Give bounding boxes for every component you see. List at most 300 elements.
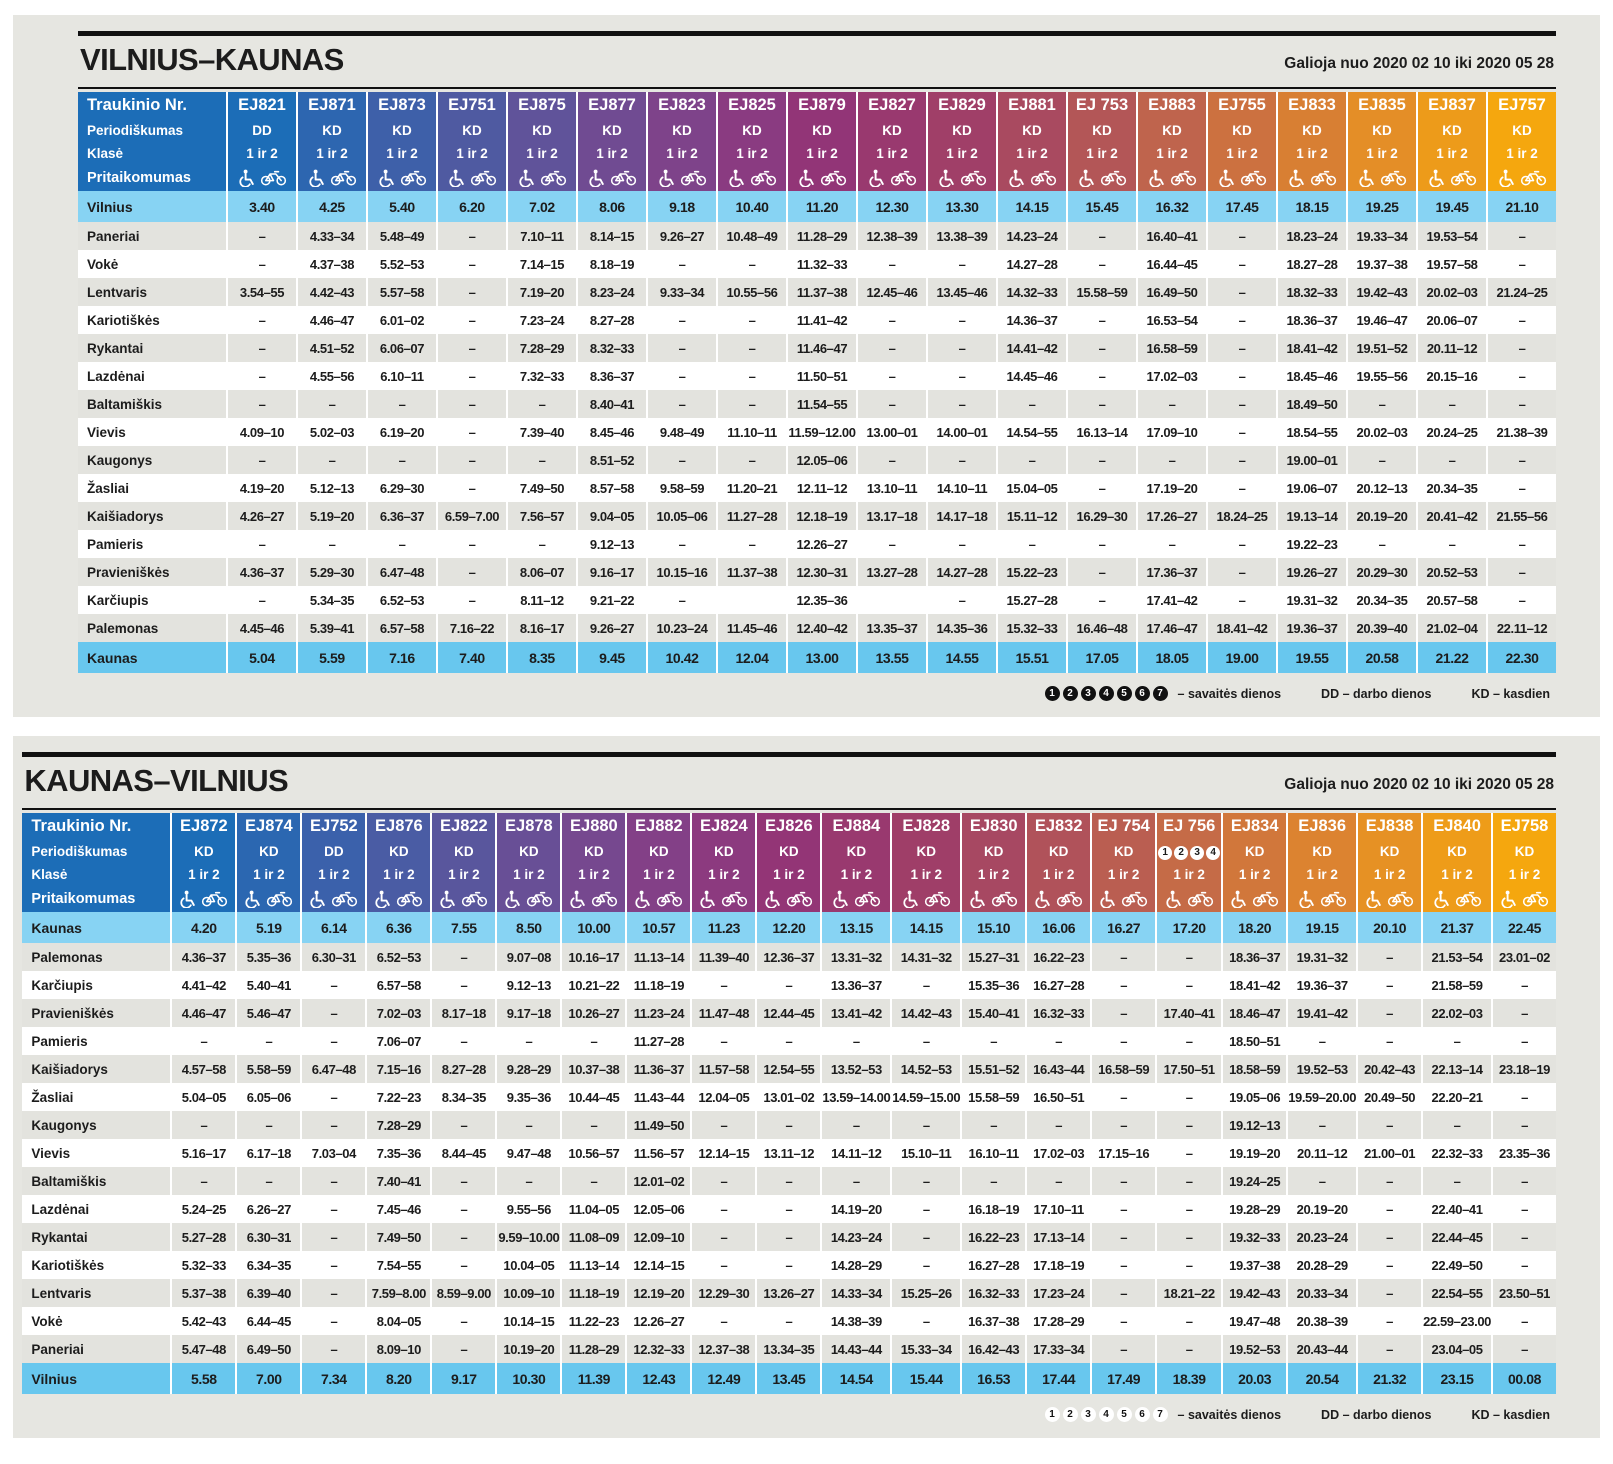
time-cell: 20.29–30 (1346, 558, 1416, 586)
time-cell: 4.36–37 (226, 558, 296, 586)
time-cell: – (226, 222, 296, 250)
periodicity: KD (625, 840, 690, 863)
time-cell: 20.39–40 (1346, 614, 1416, 642)
time-cell: – (1486, 306, 1556, 334)
time-cell: – (436, 250, 506, 278)
weekday-circle: 1 (1045, 686, 1060, 701)
time-cell: – (495, 1111, 560, 1139)
time-cell: 18.05 (1136, 642, 1206, 673)
station-name: Vokė (78, 250, 226, 278)
time-cell: 11.45–46 (716, 614, 786, 642)
time-cell: 22.40–41 (1421, 1195, 1491, 1223)
time-cell: 17.40–41 (1155, 999, 1221, 1027)
legend-weekdays (1045, 1407, 1282, 1422)
time-cell (716, 586, 786, 614)
time-cell: – (170, 1027, 235, 1055)
time-cell: 11.08–09 (560, 1223, 625, 1251)
time-cell: 9.18 (646, 191, 716, 222)
time-cell: 16.58–59 (1090, 1055, 1155, 1083)
time-cell: 11.22–23 (560, 1307, 625, 1335)
time-cell: 19.37–38 (1221, 1251, 1286, 1279)
accessibility-icons (560, 886, 625, 912)
time-cell: 10.26–27 (560, 999, 625, 1027)
station-row (78, 614, 1556, 642)
class-label: 1 ir 2 (890, 863, 960, 886)
station-name: Kaišiadorys (78, 502, 226, 530)
time-cell: – (1155, 1223, 1221, 1251)
time-cell: – (296, 446, 366, 474)
time-cell: 7.35–36 (365, 1139, 430, 1167)
time-cell: – (1486, 222, 1556, 250)
train-number: EJ751 (436, 92, 506, 119)
weekday-circle: 1 (1045, 1407, 1060, 1422)
time-cell: 7.39–40 (506, 418, 576, 446)
time-cell: 5.59 (296, 642, 366, 673)
station-name: Palemonas (22, 943, 170, 971)
time-cell: 14.27–28 (996, 250, 1066, 278)
legend-dd-label: DD – darbo dienos (1321, 1407, 1432, 1422)
time-cell: – (366, 530, 436, 558)
header-row (78, 92, 1556, 119)
time-cell: – (1206, 530, 1276, 558)
class-label: 1 ir 2 (300, 863, 365, 886)
time-cell: – (1090, 1223, 1155, 1251)
time-cell: – (1486, 334, 1556, 362)
time-cell: – (1155, 1251, 1221, 1279)
time-cell: – (1491, 1195, 1556, 1223)
time-cell: 11.28–29 (560, 1335, 625, 1363)
class-label: 1 ir 2 (646, 142, 716, 165)
time-cell: – (1421, 1167, 1491, 1195)
station-name: Pravieniškės (78, 558, 226, 586)
time-cell: 14.19–20 (820, 1195, 890, 1223)
time-cell: – (1346, 530, 1416, 558)
time-cell: 8.04–05 (365, 1307, 430, 1335)
titlebar (78, 31, 1556, 89)
class-label: 1 ir 2 (366, 142, 436, 165)
time-cell: 10.19–20 (495, 1335, 560, 1363)
time-cell: 12.40–42 (786, 614, 856, 642)
time-cell: – (430, 943, 495, 971)
train-number: EJ871 (296, 92, 366, 119)
time-cell: 19.57–58 (1416, 250, 1486, 278)
time-cell: 21.37 (1421, 912, 1491, 943)
time-cell: – (1356, 1279, 1421, 1307)
time-cell: 18.27–28 (1276, 250, 1346, 278)
train-number: EJ838 (1356, 813, 1421, 840)
wheelchair-icon (1430, 890, 1452, 907)
time-cell: 23.18–19 (1491, 1055, 1556, 1083)
time-cell: 15.33–34 (890, 1335, 960, 1363)
time-cell: 7.59–8.00 (365, 1279, 430, 1307)
time-cell: – (1356, 1251, 1421, 1279)
time-cell: – (926, 446, 996, 474)
time-cell: 20.23–24 (1286, 1223, 1356, 1251)
time-cell: 16.06 (1025, 912, 1090, 943)
time-cell: 7.15–16 (365, 1055, 430, 1083)
legend-weekdays (1045, 686, 1282, 701)
class-label: 1 ir 2 (716, 142, 786, 165)
bicycle-icon (467, 169, 500, 186)
station-row (22, 943, 1556, 971)
time-cell: – (690, 1251, 755, 1279)
periodicity: KD (1221, 840, 1286, 863)
time-cell: – (226, 586, 296, 614)
station-row (78, 390, 1556, 418)
time-cell: 7.00 (235, 1363, 300, 1394)
time-cell: – (296, 390, 366, 418)
time-cell: 17.46–47 (1136, 614, 1206, 642)
class-label: 1 ir 2 (1206, 142, 1276, 165)
station-name: Pamieris (22, 1027, 170, 1055)
time-cell: 10.23–24 (646, 614, 716, 642)
weekday-circle: 5 (1117, 686, 1132, 701)
time-cell: 14.00–01 (926, 418, 996, 446)
time-cell: – (856, 530, 926, 558)
time-cell: 00.08 (1491, 1363, 1556, 1394)
time-cell: – (495, 1167, 560, 1195)
weekday-circle: 7 (1153, 686, 1168, 701)
periodicity: KD (1276, 119, 1346, 142)
time-cell: 14.52–53 (890, 1055, 960, 1083)
train-number: EJ874 (235, 813, 300, 840)
time-cell: 23.04–05 (1421, 1335, 1491, 1363)
time-cell: 8.16–17 (506, 614, 576, 642)
time-cell: 8.45–46 (576, 418, 646, 446)
periodicity: KD (1491, 840, 1556, 863)
bicycle-icon (328, 890, 361, 907)
time-cell: – (1090, 1167, 1155, 1195)
periodicity: KD (576, 119, 646, 142)
time-cell: 10.42 (646, 642, 716, 673)
time-cell: 5.12–13 (296, 474, 366, 502)
time-cell: 18.20 (1221, 912, 1286, 943)
accessibility-icons (820, 886, 890, 912)
time-cell: 17.09–10 (1136, 418, 1206, 446)
time-cell: 19.52–53 (1286, 1055, 1356, 1083)
time-cell: 17.45 (1206, 191, 1276, 222)
time-cell: 16.32–33 (1025, 999, 1090, 1027)
time-cell: 20.34–35 (1416, 474, 1486, 502)
header-row-label: Traukinio Nr. (78, 92, 226, 119)
time-cell: 10.40 (716, 191, 786, 222)
time-cell: 19.05–06 (1221, 1083, 1286, 1111)
time-cell: 10.56–57 (560, 1139, 625, 1167)
time-cell: 18.36–37 (1221, 943, 1286, 971)
time-cell: 6.14 (300, 912, 365, 943)
time-cell: 9.12–13 (495, 971, 560, 999)
time-cell: – (890, 1223, 960, 1251)
time-cell: 9.26–27 (646, 222, 716, 250)
time-cell: 5.34–35 (296, 586, 366, 614)
station-row (22, 999, 1556, 1027)
time-cell: 18.54–55 (1276, 418, 1346, 446)
time-cell: – (1356, 1195, 1421, 1223)
time-cell: 12.30–31 (786, 558, 856, 586)
time-cell: 10.37–38 (560, 1055, 625, 1083)
time-cell: 3.40 (226, 191, 296, 222)
train-number: EJ837 (1416, 92, 1486, 119)
wheelchair-icon (795, 169, 817, 186)
wheelchair-icon (725, 169, 747, 186)
time-cell: – (646, 334, 716, 362)
station-row (22, 1279, 1556, 1307)
time-cell: 12.26–27 (786, 530, 856, 558)
header-row (78, 142, 1556, 165)
time-cell: – (430, 1027, 495, 1055)
time-cell: 11.27–28 (625, 1027, 690, 1055)
time-cell: 9.04–05 (576, 502, 646, 530)
time-cell: – (716, 530, 786, 558)
train-number: EJ873 (366, 92, 436, 119)
time-cell: – (560, 1027, 625, 1055)
time-cell: 19.37–38 (1346, 250, 1416, 278)
time-cell: 7.56–57 (506, 502, 576, 530)
train-number: EJ877 (576, 92, 646, 119)
train-number: EJ 753 (1066, 92, 1136, 119)
time-cell: 21.53–54 (1421, 943, 1491, 971)
time-cell: 12.01–02 (625, 1167, 690, 1195)
periodicity: KD (1025, 840, 1090, 863)
wheelchair-icon (501, 890, 523, 907)
accessibility-icons (716, 165, 786, 191)
periodicity: KD (296, 119, 366, 142)
station-row (22, 1027, 1556, 1055)
time-cell: – (170, 1111, 235, 1139)
time-cell: 11.27–28 (716, 502, 786, 530)
train-number: EJ875 (506, 92, 576, 119)
accessibility-icons (786, 165, 856, 191)
time-cell: – (1486, 362, 1556, 390)
time-cell: 5.02–03 (296, 418, 366, 446)
time-cell: 14.43–44 (820, 1335, 890, 1363)
time-cell: – (890, 1307, 960, 1335)
wheelchair-icon (1096, 890, 1118, 907)
time-cell: 9.33–34 (646, 278, 716, 306)
time-cell: – (820, 1111, 890, 1139)
class-label: 1 ir 2 (430, 863, 495, 886)
time-cell: 18.21–22 (1155, 1279, 1221, 1307)
time-cell: – (1486, 530, 1556, 558)
time-cell: 8.09–10 (365, 1335, 430, 1363)
time-cell: – (1491, 1083, 1556, 1111)
time-cell: 12.37–38 (690, 1335, 755, 1363)
time-cell: 22.11–12 (1486, 614, 1556, 642)
time-cell: 13.59–14.00 (820, 1083, 890, 1111)
time-cell: 18.23–24 (1276, 222, 1346, 250)
time-cell: – (690, 1195, 755, 1223)
time-cell: – (1491, 971, 1556, 999)
legend-weekdays-label: – savaitės dienos (1177, 1407, 1282, 1422)
time-cell: 5.04–05 (170, 1083, 235, 1111)
header-row-label: Klasė (78, 142, 226, 165)
time-cell: – (1090, 1027, 1155, 1055)
train-number: EJ881 (996, 92, 1066, 119)
time-cell: 13.36–37 (820, 971, 890, 999)
time-cell: – (430, 971, 495, 999)
time-cell: 5.58 (170, 1363, 235, 1394)
class-label: 1 ir 2 (960, 863, 1025, 886)
periodicity: KD (716, 119, 786, 142)
time-cell: – (226, 530, 296, 558)
time-cell: 17.02–03 (1025, 1139, 1090, 1167)
bicycle-icon (537, 169, 570, 186)
time-cell: – (1486, 474, 1556, 502)
time-cell: 9.35–36 (495, 1083, 560, 1111)
time-cell: 8.27–28 (576, 306, 646, 334)
time-cell: – (1090, 971, 1155, 999)
time-cell: 20.03 (1221, 1363, 1286, 1394)
time-cell: 20.28–29 (1286, 1251, 1356, 1279)
time-cell: 16.32–33 (960, 1279, 1025, 1307)
time-cell: – (646, 250, 716, 278)
time-cell: 6.57–58 (366, 614, 436, 642)
time-cell: 9.45 (576, 642, 646, 673)
time-cell: 15.22–23 (996, 558, 1066, 586)
time-cell: 5.29–30 (296, 558, 366, 586)
bicycle-icon (1118, 890, 1151, 907)
bicycle-icon (747, 169, 780, 186)
time-cell: 7.14–15 (506, 250, 576, 278)
time-cell: 8.06 (576, 191, 646, 222)
time-cell: 12.30 (856, 191, 926, 222)
time-cell: 16.53–54 (1136, 306, 1206, 334)
route-title: KAUNAS–VILNIUS (24, 763, 289, 798)
station-name: Vievis (78, 418, 226, 446)
time-cell: – (1206, 390, 1276, 418)
wheelchair-icon (1285, 169, 1307, 186)
time-cell: 4.33–34 (296, 222, 366, 250)
time-cell: 11.39–40 (690, 943, 755, 971)
time-cell: 15.10 (960, 912, 1025, 943)
periodicity (1155, 840, 1221, 863)
time-cell: 7.22–23 (365, 1083, 430, 1111)
time-cell: – (506, 390, 576, 418)
time-cell: – (926, 586, 996, 614)
time-cell: – (820, 1027, 890, 1055)
accessibility-icons (495, 886, 560, 912)
time-cell: – (1155, 943, 1221, 971)
periodicity: KD (1286, 840, 1356, 863)
time-cell: – (755, 1195, 820, 1223)
class-label: 1 ir 2 (1346, 142, 1416, 165)
time-cell: 15.11–12 (996, 502, 1066, 530)
time-cell: 8.17–18 (430, 999, 495, 1027)
time-cell: 16.27–28 (1025, 971, 1090, 999)
time-cell: 6.52–53 (366, 586, 436, 614)
time-cell: 13.35–37 (856, 614, 926, 642)
time-cell: 9.55–56 (495, 1195, 560, 1223)
accessibility-icons (226, 165, 296, 191)
time-cell: – (996, 446, 1066, 474)
bicycle-icon (783, 890, 816, 907)
train-number: EJ833 (1276, 92, 1346, 119)
wheelchair-icon (235, 169, 257, 186)
time-cell: 11.43–44 (625, 1083, 690, 1111)
time-cell: 18.49–50 (1276, 390, 1346, 418)
time-cell: 12.29–30 (690, 1279, 755, 1307)
time-cell: 11.13–14 (625, 943, 690, 971)
time-cell: 12.19–20 (625, 1279, 690, 1307)
time-cell: – (506, 530, 576, 558)
time-cell: 16.58–59 (1136, 334, 1206, 362)
time-cell: 11.13–14 (560, 1251, 625, 1279)
station-name: Kariotiškės (78, 306, 226, 334)
class-label: 1 ir 2 (506, 142, 576, 165)
time-cell: 4.51–52 (296, 334, 366, 362)
accessibility-icons (625, 886, 690, 912)
class-label: 1 ir 2 (1421, 863, 1491, 886)
wheelchair-icon (375, 169, 397, 186)
time-cell: – (690, 971, 755, 999)
time-cell: – (1356, 1335, 1421, 1363)
time-cell: – (1491, 1167, 1556, 1195)
weekday-circle: 2 (1063, 1407, 1078, 1422)
time-cell: 14.54–55 (996, 418, 1066, 446)
time-cell: 9.47–48 (495, 1139, 560, 1167)
time-cell: 22.32–33 (1421, 1139, 1491, 1167)
accessibility-icons (646, 165, 716, 191)
station-name: Kariotiškės (22, 1251, 170, 1279)
time-cell: 5.40 (366, 191, 436, 222)
timetable-grid (22, 813, 1556, 1394)
time-cell: 9.28–29 (495, 1055, 560, 1083)
time-cell: – (226, 362, 296, 390)
time-cell: 6.39–40 (235, 1279, 300, 1307)
time-cell: – (1066, 306, 1136, 334)
time-cell: 7.34 (300, 1363, 365, 1394)
periodicity: KD (560, 840, 625, 863)
accessibility-icons (1276, 165, 1346, 191)
wheelchair-icon (176, 890, 198, 907)
time-cell: – (646, 530, 716, 558)
time-cell: – (430, 1335, 495, 1363)
train-number: EJ821 (226, 92, 296, 119)
time-cell: – (1491, 1027, 1556, 1055)
time-cell: 16.50–51 (1025, 1083, 1090, 1111)
wheelchair-icon (966, 890, 988, 907)
time-cell: 6.59–7.00 (436, 502, 506, 530)
class-label: 1 ir 2 (296, 142, 366, 165)
wheelchair-icon (1031, 890, 1053, 907)
time-cell: – (1491, 1335, 1556, 1363)
time-cell: 14.32–33 (996, 278, 1066, 306)
accessibility-icons (690, 886, 755, 912)
class-label: 1 ir 2 (495, 863, 560, 886)
bicycle-icon (263, 890, 296, 907)
time-cell: 5.57–58 (366, 278, 436, 306)
time-cell: 10.14–15 (495, 1307, 560, 1335)
time-cell: – (856, 250, 926, 278)
class-label: 1 ir 2 (1066, 142, 1136, 165)
station-name: Pravieniškės (22, 999, 170, 1027)
time-cell: – (1090, 999, 1155, 1027)
time-cell: 13.01–02 (755, 1083, 820, 1111)
time-cell: – (1155, 1083, 1221, 1111)
time-cell: – (1090, 1335, 1155, 1363)
time-cell: 7.06–07 (365, 1027, 430, 1055)
train-number: EJ 754 (1090, 813, 1155, 840)
time-cell: – (716, 334, 786, 362)
wheelchair-icon (585, 169, 607, 186)
train-number: EJ752 (300, 813, 365, 840)
time-cell: – (1066, 250, 1136, 278)
station-name: Baltamiškis (22, 1167, 170, 1195)
time-cell: – (1206, 306, 1276, 334)
time-cell: 5.48–49 (366, 222, 436, 250)
time-cell: 4.57–58 (170, 1055, 235, 1083)
time-cell: 21.10 (1486, 191, 1556, 222)
